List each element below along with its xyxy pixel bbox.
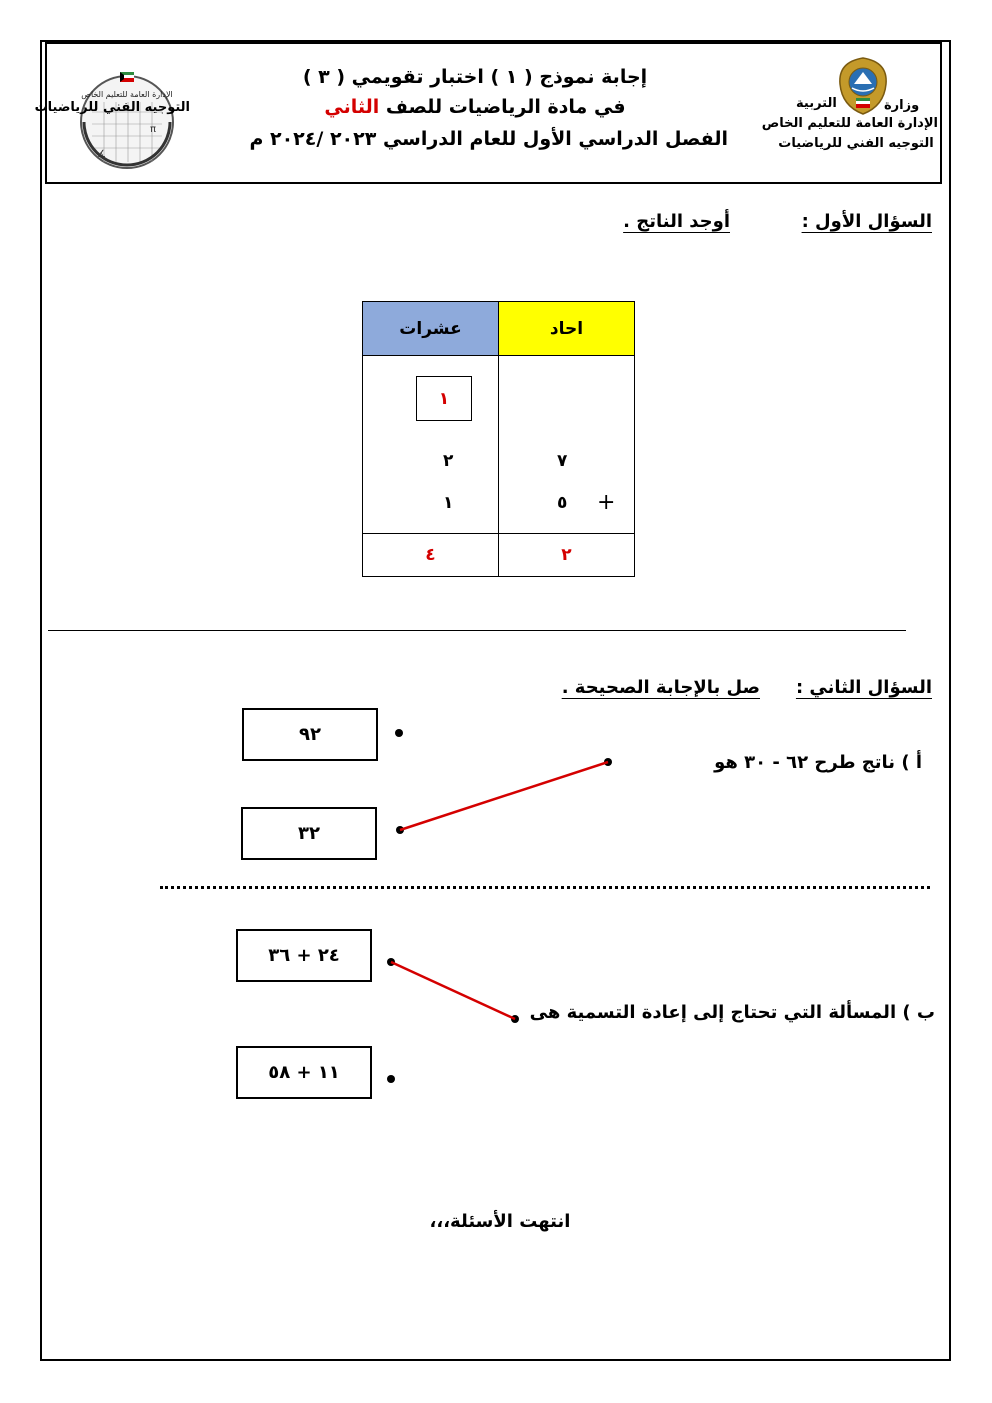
question-a-prefix: أ ) (901, 752, 922, 773)
ones-row1: ٧ (557, 451, 568, 471)
title-line1: إجابة نموذج ( ١ ) اختبار تقويمي ( ٣ ) (302, 66, 648, 88)
result-ones: ٢ (499, 534, 635, 577)
ministry-label-left: التربية (796, 96, 837, 111)
plus-operator: + (597, 490, 616, 515)
title-line3: الفصل الدراسي الأول للعام الدراسي ٢٠٢٣ /٢٠٢٤ م (249, 128, 728, 150)
end-of-questions: انتهت الأسئلة،،، (429, 1211, 571, 1232)
q2-instruction: صل بالإجابة الصحيحة . (561, 677, 760, 698)
question-a-body: ناتج طرح ٦٢ - ٣٠ هو (714, 752, 896, 773)
ministry-line2: الإدارة العامة للتعليم الخاص (761, 116, 938, 131)
option-b1-value: ٢٤ + ٣٦ (268, 945, 340, 966)
logo-small-text: الإدارة العامة للتعليم الخاص (81, 90, 173, 99)
option-b2-value: ١١ + ٥٨ (268, 1062, 340, 1083)
result-tens: ٤ (363, 534, 499, 577)
question-b-body: المسألة التي تحتاج إلى إعادة التسمية هى (529, 1002, 897, 1023)
svg-text:∡: ∡ (97, 149, 106, 160)
answer-line-b (391, 962, 515, 1019)
ones-header: احاد (499, 302, 635, 356)
grade-name: الثاني (324, 96, 380, 118)
svg-text:π: π (150, 124, 157, 135)
q2-label: السؤال الثاني : (795, 677, 932, 698)
tens-row1: ٢ (443, 451, 454, 471)
q1-label: السؤال الأول : (801, 211, 932, 232)
ministry-line3: التوجيه الفني للرياضيات (778, 136, 934, 151)
q1-instruction: أوجد الناتج . (623, 211, 730, 232)
logo-text: التوجيه الفني للرياضيات (34, 100, 190, 115)
tens-header: عشرات (363, 302, 499, 356)
ones-row2: ٥ (557, 493, 568, 513)
carry-digit: ١ (438, 388, 450, 409)
question-b-prefix: ب ) (902, 1002, 935, 1023)
option-a2-value: ٣٢ (298, 823, 320, 844)
title-line2-prefix: في مادة الرياضيات للصف (379, 96, 626, 118)
tens-row2: ١ (443, 493, 454, 513)
option-a1-value: ٩٢ (299, 724, 321, 745)
answer-line-a (400, 762, 608, 830)
ministry-label-right: وزارة (884, 98, 920, 113)
